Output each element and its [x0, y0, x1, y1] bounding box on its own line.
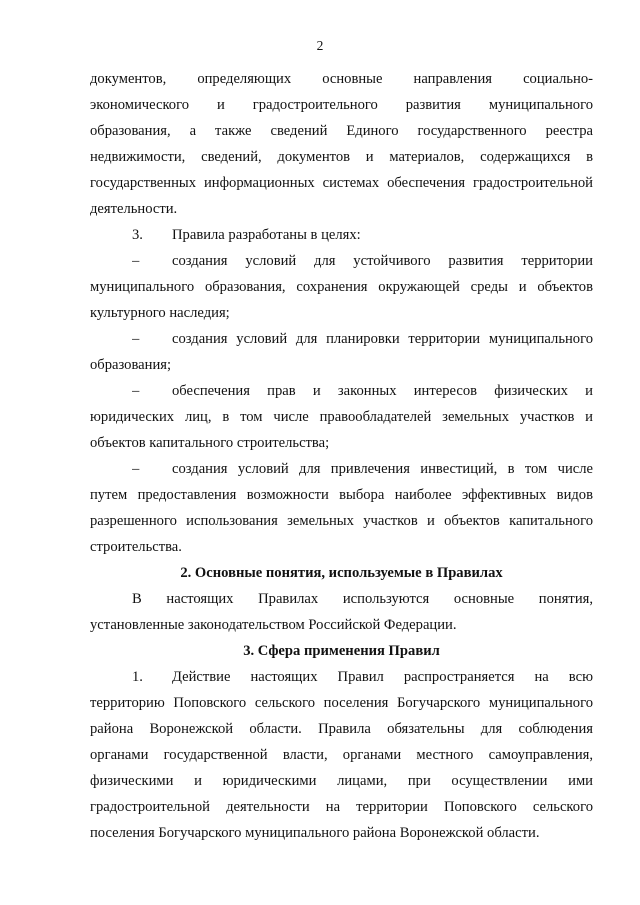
page-number: 2 [316, 38, 324, 53]
item-number: 3. [132, 227, 143, 243]
text-line: органами государственной власти, органами местного самоуправления, [90, 747, 593, 763]
bullet-dash: – [132, 331, 140, 347]
bullet-text: создания условий для устойчивого развития территории [172, 253, 593, 269]
text-line: района Воронежской области. Правила обязательны для соблюдения [90, 721, 593, 737]
bullet-dash: – [132, 253, 140, 269]
section-heading: 2. Основные понятия, используемые в Правилах [180, 565, 503, 581]
item-number: 1. [132, 669, 143, 685]
text-line: государственных информационных системах обеспечения градостроительной [90, 175, 593, 191]
bullet-text: создания условий для планировки территории муниципального [172, 331, 593, 347]
bullet-text: юридических лиц, в том числе правообладателей земельных участков и [90, 409, 593, 425]
text-line: установленные законодательством Российской Федерации. [90, 617, 457, 633]
text-line: градостроительной деятельности на территории Поповского сельского [90, 799, 593, 815]
bullet-text: культурного наследия; [90, 305, 230, 321]
text-line: экономического и градостроительного развития муниципального [90, 97, 593, 113]
bullet-text: строительства. [90, 539, 182, 555]
bullet-text: путем предоставления возможности выбора наиболее эффективных видов [90, 487, 593, 503]
text-line: образования, а также сведений Единого государственного реестра [90, 123, 593, 139]
text-line: физическими и юридическими лицами, при осуществлении ими [90, 773, 593, 789]
bullet-text: обеспечения прав и законных интересов физических и [172, 383, 593, 399]
text-line: деятельности. [90, 201, 178, 217]
bullet-text: образования; [90, 357, 172, 373]
bullet-text: разрешенного использования земельных участков и объектов капитального [90, 513, 593, 529]
item-text: Правила разработаны в целях: [172, 227, 361, 243]
text-line: территорию Поповского сельского поселения Богучарского муниципального [90, 695, 593, 711]
text-line: документов, определяющих основные направления социально- [90, 71, 593, 87]
bullet-text: объектов капитального строительства; [90, 435, 330, 451]
bullet-dash: – [132, 461, 140, 477]
text-line: В настоящих Правилах используются основные понятия, [132, 591, 593, 607]
bullet-text: муниципального образования, сохранения окружающей среды и объектов [90, 279, 593, 295]
item-text: Действие настоящих Правил распространяется на всю [172, 669, 593, 685]
bullet-dash: – [132, 383, 140, 399]
text-line: поселения Богучарского муниципального района Воронежской области. [90, 825, 540, 841]
text-line: недвижимости, сведений, документов и материалов, содержащихся в [90, 149, 593, 165]
bullet-text: создания условий для привлечения инвестиций, в том числе [172, 461, 593, 477]
section-heading: 3. Сфера применения Правил [243, 643, 440, 659]
